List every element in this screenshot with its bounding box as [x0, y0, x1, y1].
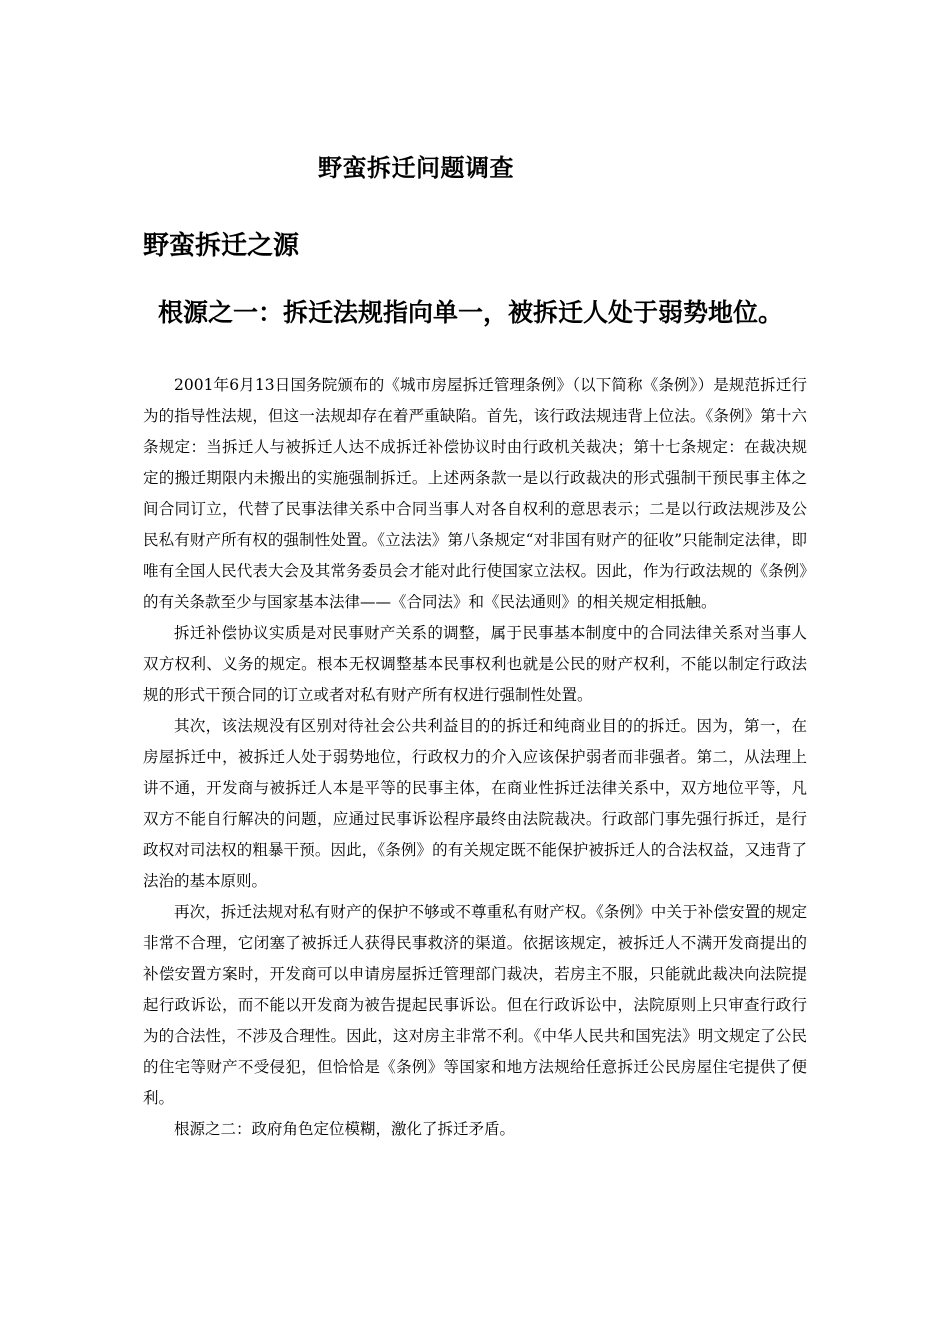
paragraph: 2001年6月13日国务院颁布的《城市房屋拆迁管理条例》（以下简称《条例》）是规范拆迁行为的指导性法规，但这一法规却存在着严重缺陷。首先，该行政法规违背上位法。《条例》第十六条规定：当拆迁人与被拆迁人达不成拆迁补偿协议时由行政机关裁决；第十七条规定：在裁决规定的搬迁期限内未搬出的实施强制拆迁。上述两条款一是以行政裁决的形式强制干预民事主体之间合同订立，代替了民事法律关系中合同当事人对各自权利的意思表示；二是以行政法规涉及公民私有财产所有权的强制性处置。《立法法》第八条规定“对非国有财产的征收”只能制定法律，即唯有全国人民代表大会及其常务委员会才能对此行使国家立法权。因此，作为行政法规的《条例》的有关条款至少与国家基本法律——《合同法》和《民法通则》的相关规定相抵触。	[143, 376, 807, 611]
body-text	[143, 370, 807, 1145]
section-heading: 野蛮拆迁之源	[143, 231, 300, 261]
paragraph: 根源之二：政府角色定位模糊，激化了拆迁矛盾。	[174, 1120, 516, 1138]
paragraph: 拆迁补偿协议实质是对民事财产关系的调整，属于民事基本制度中的合同法律关系对当事人双方权利、义务的规定。根本无权调整基本民事权利也就是公民的财产权利，不能以制定行政法规的形式干预合同的订立或者对私有财产所有权进行强制性处置。	[143, 624, 807, 704]
document-title: 野蛮拆迁问题调查	[318, 153, 514, 182]
subsection-heading: 根源之一：拆迁法规指向单一，被拆迁人处于弱势地位。	[158, 298, 784, 327]
paragraph: 再次，拆迁法规对私有财产的保护不够或不尊重私有财产权。《条例》中关于补偿安置的规定非常不合理，它闭塞了被拆迁人获得民事救济的渠道。依据该规定，被拆迁人不满开发商提出的补偿安置方案时，开发商可以申请房屋拆迁管理部门裁决，若房主不服，只能就此裁决向法院提起行政诉讼，而不能以开发商为被告提起民事诉讼。但在行政诉讼中，法院原则上只审查行政行为的合法性，不涉及合理性。因此，这对房主非常不利。《中华人民共和国宪法》明文规定了公民的住宅等财产不受侵犯，但恰恰是《条例》等国家和地方法规给任意拆迁公民房屋住宅提供了便利。	[143, 903, 807, 1107]
paragraph: 其次，该法规没有区别对待社会公共利益目的的拆迁和纯商业目的的拆迁。因为，第一，在房屋拆迁中，被拆迁人处于弱势地位，行政权力的介入应该保护弱者而非强者。第二，从法理上讲不通，开发商与被拆迁人本是平等的民事主体，在商业性拆迁法律关系中，双方地位平等，凡双方不能自行解决的问题，应通过民事诉讼程序最终由法院裁决。行政部门事先强行拆迁，是行政权对司法权的粗暴干预。因此，《条例》的有关规定既不能保护被拆迁人的合法权益，又违背了法治的基本原则。	[143, 717, 807, 890]
